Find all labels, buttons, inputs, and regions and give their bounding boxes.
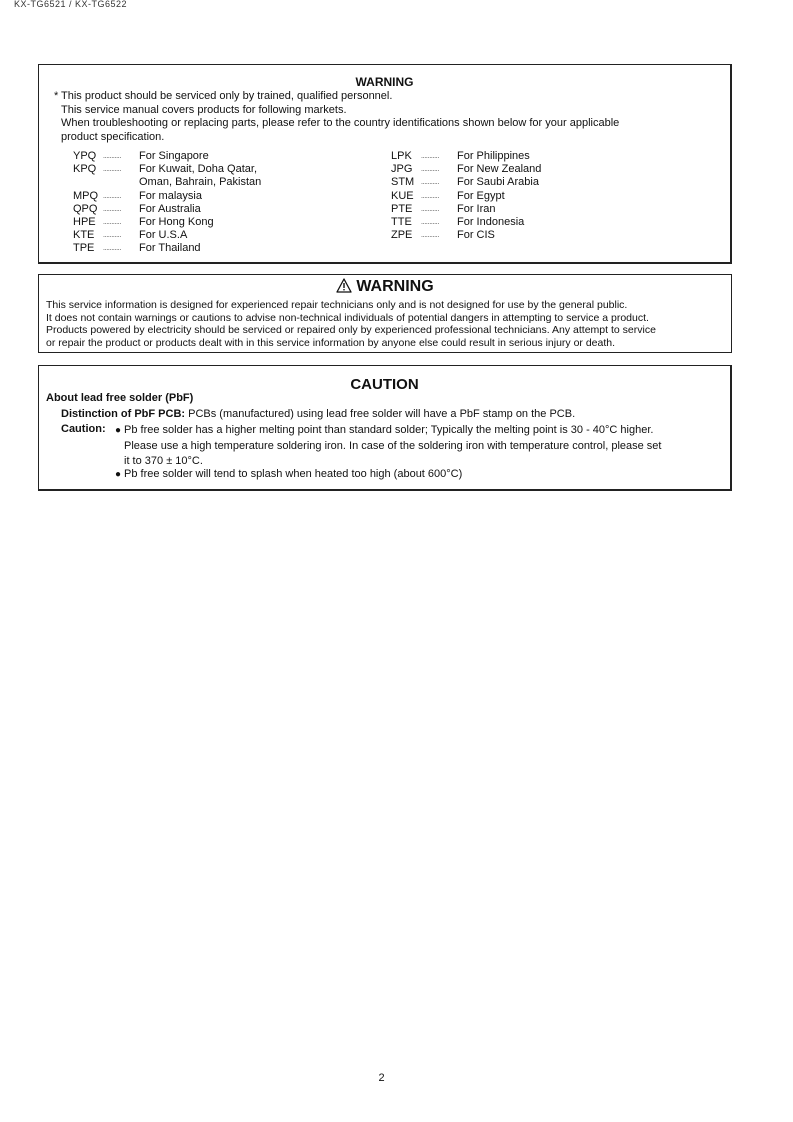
market-desc: For Australia bbox=[139, 202, 201, 215]
market-desc: For Hong Kong bbox=[139, 215, 214, 228]
market-row bbox=[391, 229, 691, 242]
market-desc: For New Zealand bbox=[457, 163, 542, 176]
market-row-continued bbox=[73, 176, 373, 189]
market-desc: For Kuwait, Doha Qatar, bbox=[139, 163, 257, 176]
market-row bbox=[391, 150, 691, 163]
market-row bbox=[73, 229, 373, 242]
intro-line: product specification. bbox=[61, 130, 165, 143]
market-desc: For Saubi Arabia bbox=[457, 176, 539, 189]
caution-box bbox=[38, 365, 732, 491]
market-code: LPK bbox=[391, 150, 412, 162]
leader-dots: ........... bbox=[103, 218, 122, 226]
market-row bbox=[391, 163, 691, 176]
caution-bullet-line: Please use a high temperature soldering iron. In case of the soldering iron with temperature control, please set bbox=[124, 439, 662, 452]
market-code: HPE bbox=[73, 215, 96, 228]
markets-warning-intro bbox=[54, 90, 721, 144]
service-warning-body bbox=[46, 299, 730, 349]
market-row bbox=[391, 190, 691, 203]
warning-triangle-icon bbox=[336, 278, 352, 298]
leader-dots: ........... bbox=[421, 153, 440, 160]
caution-bullet-line: it to 370 ± 10°C. bbox=[124, 455, 203, 467]
caution-bullet-text bbox=[124, 467, 724, 483]
document-header-code: KX-TG6521 / KX-TG6522 bbox=[14, 0, 128, 8]
market-desc: Oman, Bahrain, Pakistan bbox=[139, 176, 262, 189]
leader-dots: ........... bbox=[103, 232, 122, 240]
service-warning-line: This service information is designed for experienced repair technicians only and is not designed for use by the general public. bbox=[46, 299, 628, 311]
market-code: PTE bbox=[391, 202, 413, 215]
market-desc: For malaysia bbox=[139, 189, 202, 202]
market-desc: For CIS bbox=[457, 229, 495, 242]
caution-subhead: About lead free solder (PbF) bbox=[46, 392, 194, 404]
distinction-label: Distinction of PbF PCB: bbox=[61, 408, 186, 420]
market-code: TTE bbox=[391, 215, 412, 228]
market-code: TPE bbox=[73, 242, 95, 255]
asterisk-marker: * bbox=[54, 90, 59, 102]
caution-title: CAUTION bbox=[350, 376, 419, 393]
leader-dots: ........... bbox=[103, 153, 122, 160]
market-row bbox=[391, 176, 691, 189]
service-warning-title-text: WARNING bbox=[356, 278, 434, 295]
market-desc: For U.S.A bbox=[139, 229, 188, 242]
service-warning-line: or repair the product or products dealt with in this service information by anyone else could result in serious injury or death. bbox=[46, 336, 616, 349]
market-code: KPQ bbox=[73, 163, 97, 176]
leader-dots: ........... bbox=[103, 192, 122, 200]
intro-line: This product should be serviced only by trained, qualified personnel. bbox=[61, 90, 393, 102]
market-code: YPQ bbox=[73, 150, 97, 162]
market-code: STM bbox=[391, 176, 415, 189]
leader-dots: ........... bbox=[103, 205, 122, 213]
market-desc: For Thailand bbox=[139, 242, 201, 255]
service-warning-box bbox=[38, 274, 732, 353]
market-list-left bbox=[73, 150, 373, 256]
market-desc: For Singapore bbox=[139, 150, 209, 162]
caution-bullet-text bbox=[124, 423, 724, 470]
intro-line: When troubleshooting or replacing parts, please refer to the country identifications shown below for your applicable bbox=[61, 117, 620, 129]
market-desc: For Indonesia bbox=[457, 215, 525, 228]
page-number: 2 bbox=[378, 1072, 385, 1084]
bullet-icon: ● bbox=[115, 425, 122, 436]
market-row bbox=[73, 163, 373, 176]
caution-label: Caution: bbox=[61, 423, 106, 435]
caution-bullet-line: Pb free solder will tend to splash when heated too high (about 600°C) bbox=[124, 468, 463, 480]
market-row bbox=[391, 216, 691, 229]
leader-dots: ........... bbox=[103, 166, 122, 174]
service-warning-line: Products powered by electricity should be serviced or repaired only by experienced professional technicians. Any attempt to service bbox=[46, 324, 656, 336]
market-code: KUE bbox=[391, 189, 414, 202]
market-row bbox=[73, 190, 373, 203]
service-warning-title bbox=[39, 278, 731, 298]
markets-warning-title: WARNING bbox=[355, 75, 414, 89]
market-desc: For Egypt bbox=[457, 189, 505, 202]
distinction-text: PCBs (manufactured) using lead free solder will have a PbF stamp on the PCB. bbox=[188, 408, 576, 420]
market-desc: For Iran bbox=[457, 202, 496, 215]
market-row bbox=[73, 216, 373, 229]
market-row bbox=[73, 242, 373, 255]
leader-dots: ........... bbox=[421, 179, 440, 187]
leader-dots: ........... bbox=[421, 218, 440, 226]
market-row bbox=[73, 150, 373, 163]
leader-dots: ........... bbox=[103, 245, 122, 253]
markets-warning-box bbox=[38, 64, 732, 264]
market-row bbox=[391, 203, 691, 216]
bullet-icon: ● bbox=[115, 469, 122, 480]
market-row bbox=[73, 203, 373, 216]
market-code: MPQ bbox=[73, 189, 99, 202]
market-desc: For Philippines bbox=[457, 150, 530, 162]
leader-dots: ........... bbox=[421, 192, 440, 200]
intro-line: This service manual covers products for following markets. bbox=[61, 103, 347, 116]
market-code: JPG bbox=[391, 163, 413, 176]
market-list-right bbox=[391, 150, 691, 242]
pbf-distinction bbox=[61, 408, 575, 421]
caution-bullet-line: Pb free solder has a higher melting point than standard solder; Typically the melting point is 30 - 40°C higher. bbox=[124, 424, 654, 436]
leader-dots: ........... bbox=[421, 166, 440, 174]
market-code: KTE bbox=[73, 229, 95, 242]
service-warning-line: It does not contain warnings or cautions to advise non-technical individuals of potential dangers in attempting to service a product. bbox=[46, 311, 649, 324]
market-code: QPQ bbox=[73, 202, 98, 215]
market-code: ZPE bbox=[391, 229, 413, 242]
leader-dots: ........... bbox=[421, 232, 440, 240]
leader-dots: ........... bbox=[421, 205, 440, 213]
